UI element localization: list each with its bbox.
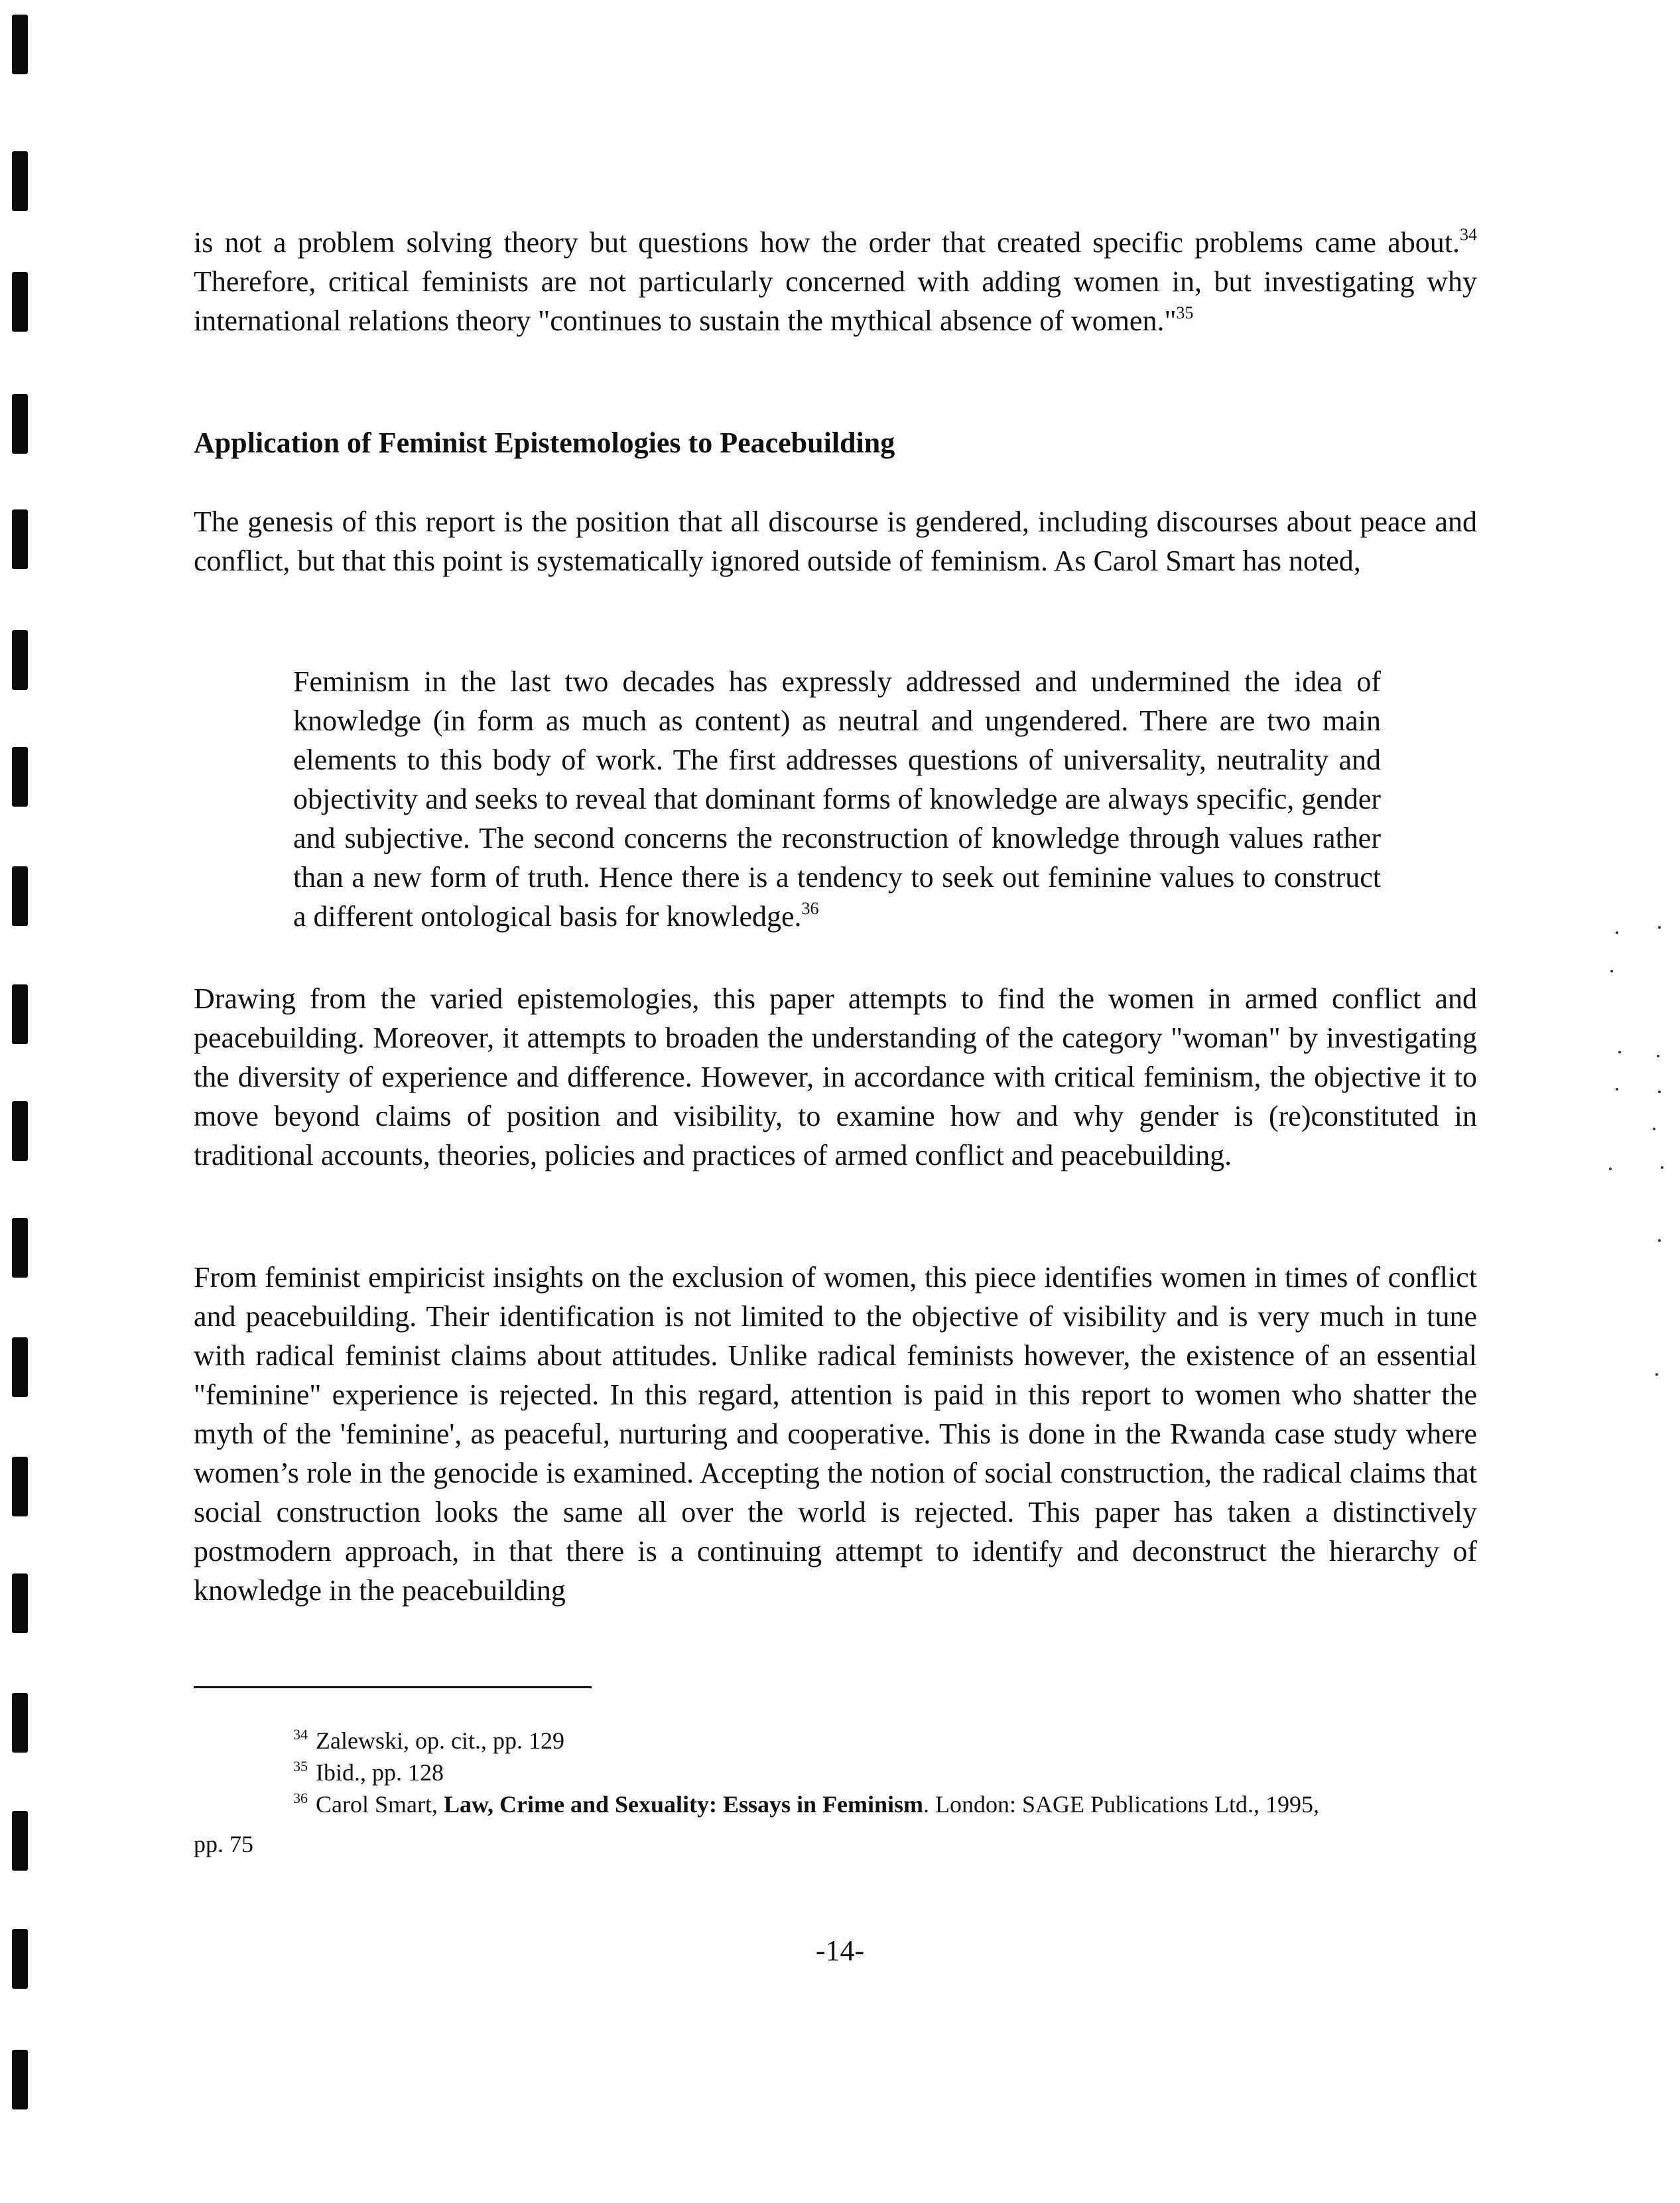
paragraph-genesis: The genesis of this report is the position that all discourse is gendered, including discourses about peace and conflict, but that this point is systematically ignored outside of feminism. As Carol Smart has noted, — [194, 505, 1477, 577]
footnote-number: 35 — [293, 1758, 308, 1774]
footnote-35 — [293, 1757, 444, 1788]
scan-speck — [1653, 1128, 1655, 1130]
footnote-ref-34[interactable]: 34 — [1460, 225, 1477, 244]
binding-hole — [12, 1693, 28, 1753]
footnote-36 — [293, 1788, 1319, 1820]
scan-speck — [1609, 1168, 1612, 1170]
scan-speck — [1618, 1051, 1621, 1053]
scan-speck — [1658, 926, 1661, 929]
paragraph-intro-text-2: Therefore, critical feminists are not particularly concerned with adding women in, but investigating why international relations theory "continues to sustain the mythical absence of women." — [194, 265, 1477, 337]
footnote-divider — [194, 1686, 592, 1688]
block-quote-text: Feminism in the last two decades has expressly addressed and undermined the idea of knowledge (in form as much as content) as neutral and ungendered. There are two main elements to this body of work. The first addresses questions of universality, neutrality and objectivity and seeks to reveal that dominant forms of knowledge are always specific, gender and subjective. The second concerns the reconstruction of knowledge through values rather than a new form of truth. Hence there is a tendency to seek out feminine values to construct a different ontological basis for knowledge. — [293, 665, 1381, 933]
binding-hole — [12, 866, 28, 926]
footnote-text: Zalewski, op. cit., pp. 129 — [316, 1727, 564, 1754]
binding-hole — [12, 509, 28, 569]
binding-hole — [12, 272, 28, 332]
footnote-34 — [293, 1725, 564, 1757]
scan-speck — [1658, 1091, 1661, 1093]
paragraph-intro — [194, 223, 1477, 340]
binding-hole — [12, 15, 28, 74]
footnote-text: . London: SAGE Publications Ltd., 1995, — [923, 1791, 1320, 1818]
binding-hole — [12, 2050, 28, 2109]
scan-speck — [1661, 1166, 1663, 1169]
binding-hole — [12, 1811, 28, 1871]
binding-hole — [12, 1337, 28, 1397]
footnote-ref-35[interactable]: 35 — [1176, 303, 1194, 322]
footnote-book-title: Law, Crime and Sexuality: Essays in Feminism — [443, 1791, 924, 1818]
binding-hole — [12, 1457, 28, 1516]
binding-hole — [12, 394, 28, 454]
page-number: -14- — [815, 1934, 865, 1967]
binding-holes — [0, 0, 53, 2203]
binding-hole — [12, 1573, 28, 1633]
footnote-number: 36 — [293, 1790, 308, 1806]
binding-hole — [12, 630, 28, 690]
paragraph-intro-text-1: is not a problem solving theory but questions how the order that created specific problems came about. — [194, 226, 1460, 259]
binding-hole — [12, 1101, 28, 1161]
paragraph-empiricist: From feminist empiricist insights on the exclusion of women, this piece identifies women in times of conflict and peacebuilding. Their identification is not limited to the objective of visibility and is very much in tune with radical feminist claims about attitudes. Unlike radical feminists however, the existence of an essential "feminine" experience is rejected. In this regard, attention is paid in this report to women who shatter the myth of the 'feminine', as peaceful, nurturing and cooperative. This is done in the Rwanda case study where women’s role in the genocide is examined. Accepting the notion of social construction, the radical claims that social construction looks the same all over the world is rejected. This paper has taken a distinctively postmodern approach, in that there is a continuing attempt to identify and deconstruct the hierarchy of knowledge in the peacebuilding — [194, 1261, 1477, 1607]
footnote-text: Carol Smart, — [316, 1791, 444, 1818]
footnote-text: Ibid., pp. 128 — [316, 1759, 444, 1786]
binding-hole — [12, 984, 28, 1044]
paragraph-drawing: Drawing from the varied epistemologies, this paper attempts to find the women in armed conflict and peacebuilding. Moreover, it attempts to broaden the understanding of the category "woman" by investigating the diversity of experience and difference. However, in accordance with critical feminism, the objective it to move beyond claims of position and visibility, to examine how and why gender is (re)constituted in traditional accounts, theories, policies and practices of armed conflict and peacebuilding. — [194, 982, 1477, 1171]
scan-speck — [1657, 1055, 1659, 1057]
scan-speck — [1616, 931, 1618, 934]
footnote-ref-36[interactable]: 36 — [801, 899, 819, 918]
block-quote — [293, 662, 1381, 936]
scan-speck — [1658, 1239, 1661, 1242]
scan-speck — [1655, 1373, 1658, 1376]
binding-hole — [12, 747, 28, 807]
binding-hole — [12, 151, 28, 211]
scan-speck — [1610, 970, 1613, 972]
footnote-number: 34 — [293, 1726, 308, 1743]
binding-hole — [12, 1218, 28, 1278]
section-heading: Application of Feminist Epistemologies to Peacebuilding — [194, 427, 895, 459]
scan-speck — [1616, 1088, 1618, 1091]
footnote-36-continued: pp. 75 — [194, 1831, 253, 1857]
